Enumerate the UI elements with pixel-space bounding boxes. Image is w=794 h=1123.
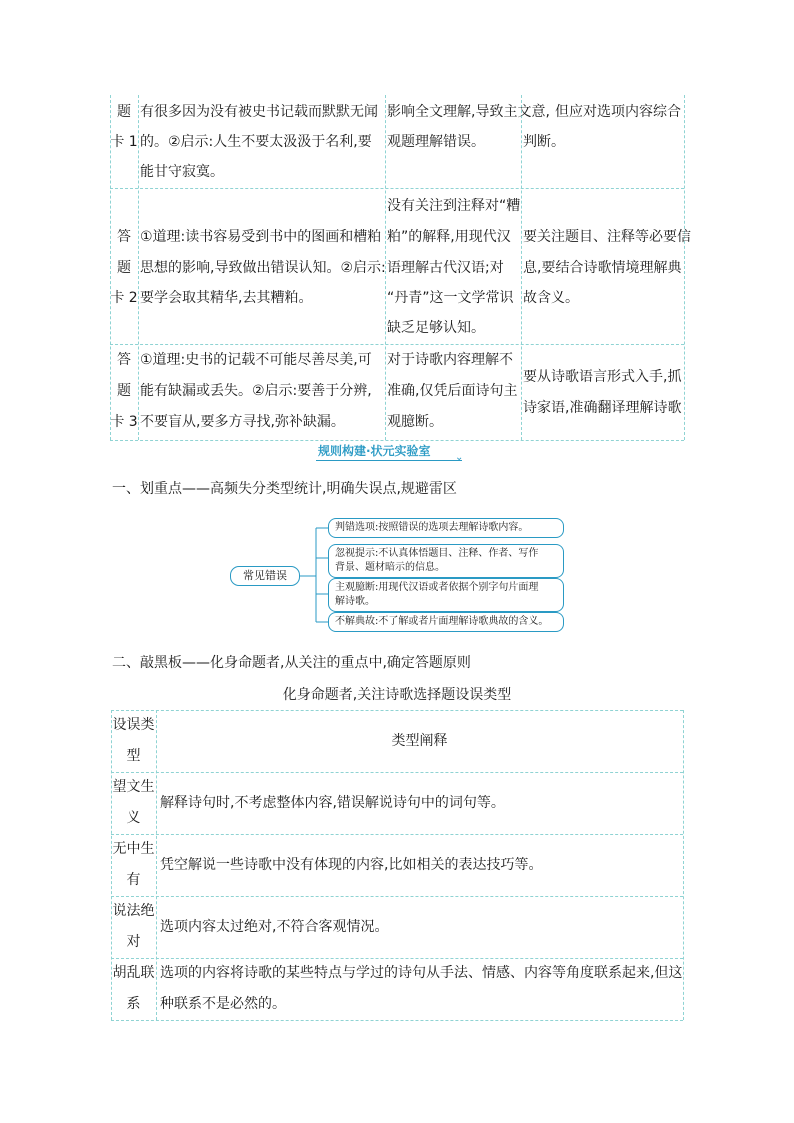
section-heading: 一、划重点——高频失分类型统计,明确失误点,规避雷区 [112, 481, 457, 497]
explain-cell: 凭空解说一些诗歌中没有体现的内容,比如相关的表达技巧等。 [160, 857, 543, 873]
leaf-text: 主观臆断:用现代汉语或者依据个别字句片面理 [335, 582, 539, 593]
cell-text: 息,要结合诗歌情境理解典 [523, 260, 682, 276]
explain-cell: 种联系不是必然的。 [160, 996, 286, 1012]
section-heading: 二、敲黑板——化身命题者,从关注的重点中,确定答题原则 [112, 655, 471, 671]
explain-cell: 解释诗句时,不考虑整体内容,错误解说诗句中的词句等。 [160, 795, 505, 811]
leaf-text: 忽视提示:不认真体悟题目、注释、作者、写作 [335, 548, 539, 559]
type-cell: 系 [126, 996, 141, 1012]
type-cell: 义 [126, 810, 141, 826]
cell-text: 的。②启示:人生不要太汲汲于名利,要 [140, 134, 372, 150]
cell-text: 要从诗歌语言形式入手,抓 [523, 369, 682, 385]
cell-text: ①道理:史书的记载不可能尽善尽美,可 [140, 352, 372, 368]
cell-text: 故含义。 [523, 290, 579, 306]
cell-text: 没有关注到注释对“糟 [387, 198, 521, 214]
cell-text: “丹青”这一文学常识 [387, 290, 514, 306]
cell-text: 判断。 [523, 134, 565, 150]
cell-text: 能有缺漏或丢失。②启示:要善于分辨, [140, 383, 372, 399]
cell-text: ①道理:读书容易受到书中的图画和槽粕 [140, 229, 382, 245]
chevron-down-icon: ⌄ [455, 452, 464, 463]
cell-text: 影响全文理解,导致主文意, [387, 104, 550, 120]
type-cell: 对 [126, 934, 141, 950]
diagram-leaf [328, 518, 564, 538]
diagram-leaf [328, 544, 564, 578]
cell-text: 观题理解错误。 [387, 134, 485, 150]
row-label: 题 [117, 260, 131, 276]
cell-text: 诗家语,准确翻译理解诗歌 [523, 400, 682, 416]
type-cell: 说法绝 [112, 903, 155, 919]
row-label: 卡 1 [110, 134, 138, 150]
leaf-text: 背景、题材暗示的信息。 [335, 562, 445, 573]
banner-underline [316, 460, 462, 461]
cell-text: 要关注题目、注释等必要信 [523, 229, 691, 245]
section-banner: 规则构建·状元实验室 [318, 444, 431, 458]
explain-cell: 选项内容太过绝对,不符合客观情况。 [160, 919, 389, 935]
header-cell: 设误类 [112, 717, 155, 733]
row-label: 题 [117, 383, 131, 399]
type-cell: 胡乱联 [112, 965, 155, 981]
diagram-leaf [328, 578, 564, 612]
cell-text: 观臆断。 [387, 414, 443, 430]
type-cell: 无中生 [112, 841, 155, 857]
type-cell: 望文生 [112, 779, 155, 795]
row-label: 卡 3 [110, 414, 138, 430]
error-types-diagram [220, 512, 580, 636]
table-title: 化身命题者,关注诗歌选择题设误类型 [282, 687, 512, 703]
row-label: 答 [117, 352, 131, 368]
cell-text: 缺乏足够认知。 [387, 320, 485, 336]
diagram-leaf [328, 612, 564, 632]
cell-text: 不要盲从,要多方寻找,弥补缺漏。 [140, 414, 345, 430]
explain-cell: 选项的内容将诗歌的某些特点与学过的诗句从手法、情感、内容等角度联系起来,但这 [160, 965, 683, 981]
leaf-text: 解诗歌。 [335, 596, 375, 607]
type-cell: 有 [126, 872, 141, 888]
diagram-root: 常见错误 [230, 566, 300, 586]
leaf-text: 判错选项:按照错误的选项去理解诗歌内容。 [335, 522, 529, 533]
cell-text: 思想的影响,导致做出错误认知。②启示: [140, 260, 386, 276]
row-label: 题 [117, 104, 131, 120]
cell-text: 粕”的解释,用现代汉 [387, 229, 511, 245]
cell-text: 准确,仅凭后面诗句主 [387, 383, 518, 399]
cell-text: 要学会取其精华,去其糟粕。 [140, 290, 313, 306]
leaf-text: 不解典故:不了解或者片面理解诗歌典故的含义。 [335, 616, 549, 627]
cell-text: 语理解古代汉语;对 [387, 260, 504, 276]
row-label: 答 [117, 229, 131, 245]
row-label: 卡 2 [110, 290, 138, 306]
cell-text: 对于诗歌内容理解不 [387, 352, 513, 368]
cell-text: 能甘守寂寞。 [140, 164, 224, 180]
cell-text: 但应对选项内容综合 [555, 104, 681, 120]
cell-text: 有很多因为没有被史书记载而默默无闻 [140, 104, 378, 120]
header-cell: 类型阐释 [391, 733, 448, 749]
header-cell: 型 [126, 748, 141, 764]
